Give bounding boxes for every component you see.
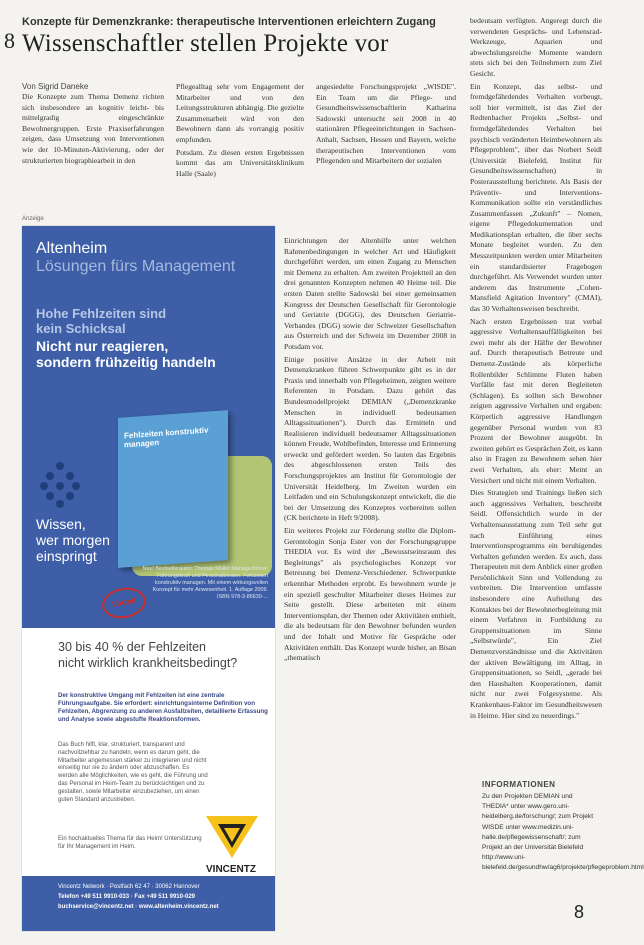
article-byline: Von Sigrid Daneke bbox=[22, 82, 89, 91]
ad-book-info: Neu! Bestsellerautor: Thomas Müller Managerführer, Führungskraft und Personalberater. Fehlzeiten konstruktiv managen. Mit einem wirkungsvollen Konzept für mehr Anwesenheit. 1. Auflage 2009. ISBN 978-3-86630-... bbox=[142, 566, 268, 600]
page-number: 8 bbox=[574, 902, 585, 922]
ad-slogan-2: wer morgen bbox=[36, 532, 110, 548]
ad-question-1: 30 bis 40 % der Fehlzeiten bbox=[58, 640, 207, 654]
ad-headline-2: kein Schicksal bbox=[36, 321, 126, 336]
paragraph: bedeutsam verfügten. Angeregt durch die verwendeten Gesprächs- und Lebensrad-Werkzeuge, Aquarien und abwechslungsreiche Momente wandern stets sich bei den Teilnehmern zum Ziel Gesicht. bbox=[470, 16, 602, 78]
ad-headline-3: Nicht nur reagieren, bbox=[36, 338, 169, 354]
ad-label: Anzeige bbox=[22, 216, 44, 222]
ad-footer-address: Vincentz Network · Postfach 62 47 · 30062 Hannover bbox=[58, 884, 200, 890]
dots-logo-icon bbox=[40, 462, 80, 508]
advertisement bbox=[22, 226, 275, 931]
info-box-text: Zu den Projekten DEMIAN und THEDIA* unter www.gero.uni-heidelberg.de/forschung/; zum Projekt WISDE unter www.medizin.uni-halle.de/pflegewissenschaft/; zum Projekt an der Universität Bielefeld http://www.uni-bielefeld.de/gesundhw/ag6/projekte/pflegeproblem.html bbox=[482, 793, 644, 872]
paragraph: Dies Strategien und Trainings ließen sich auch aggressives Verhalten, beschreibt Seidl. Offensichtlich wurde in der Verhaltensausstattung zum Teil sehr gut nach Einführung eines Interventionsprogramms ein beruhigendes Verhalten gefunden werden. Es auch, dass Therapeuten mit dem Anblick einer großen Persönlichkeit Sinn und Vollendung zu verbreiten. Die Intervention umfasste insbesondere eine Aufteilung des Kontaktes bei der Bewohnerbegleitung mit einem Verfahren in Fortbildung zu Gruppensituationen im Sinne „Selbstwürde", Ein Ziel Demenzverständnisse und die Aktivitäten der aktiven Bewältigung im Alltag, in Gruppensituationen, so Seidl, „gerade bei den Haushalten Kooperationen, damit nicht nur zwei Folgesysteme. Als Krankenhaus-Faktor im Gesundheitswesen in Heime. Hier sind zu neuerdings." bbox=[470, 488, 602, 720]
ad-slogan-3: einspringt bbox=[36, 548, 97, 564]
paragraph: Pflegealltag sehr vom Engagement der Mitarbeiter und von den Leitungsstrukturen abhängig. Die gezielte Zusammenarbeit wird von den Bewohnern dann als vorrangig positiv empfunden. bbox=[176, 82, 304, 144]
paragraph: Potsdam. Zu diesen ersten Ergebnissen kommt das am Universitätsklinikum Halle (Saale) bbox=[176, 147, 304, 178]
ad-closing-text: Ein hochaktuelles Thema für das Heim! Unterstützung für Ihr Management im Heim. bbox=[58, 836, 202, 850]
book-cover bbox=[118, 410, 228, 568]
article-column-4 bbox=[470, 16, 602, 723]
info-box-title: INFORMATIONEN bbox=[482, 780, 556, 789]
vincentz-logo-text: VINCENTZ bbox=[206, 864, 256, 875]
vincentz-logo-icon bbox=[202, 812, 262, 862]
ad-subtitle: Lösungen fürs Management bbox=[36, 258, 236, 275]
book-title: Fehlzeiten konstruktiv managen bbox=[124, 425, 209, 450]
article-kicker: Konzepte für Demenzkranke: therapeutische Interventionen erleichtern Zugang bbox=[22, 16, 436, 28]
ad-body-text: Das Buch hilft, klar, strukturiert, transparent und nachvollziehbar zu handeln, wenn es darum geht, die Mitarbeiter angemessen stärker zu integrieren und nicht einseitig nur sie zu ändern oder abzuschaffen. Es werden alle Möglichkeiten, wie es geht, die Führung und das Personal im Heim-Team zu berücksichtigen und zu gestalten, sowie Mitarbeiter einzubeziehen, um einen guten Standard anzustreben. bbox=[58, 742, 208, 803]
paragraph: Ein Konzept, das selbst- und fremdgefährdendes Verhalten vorbeugt, soll hier vermittelt, ist das Ziel der Redtenbacher Projekts „Selbst- und fremdgefährdendes Verhalten bei psychisch veränderten Heimbewohnern als Pflegeproblem", über das Norbert Seidl (Universität Bielefeld, Institut für Gesundheitswissenschaften) in Posterausstellung berichtete. Als Basis der Präventiv- und Interventions-Kommunikation sollte ein verständliches Zusammenfassen „Zukunft" – Nomen, eigene Pflegedokumentation und Medikationsplan erhalten, die über sechs Monate begleitet wurden. Zu den Messzeitpunkten werden unter Mitarbeiten ein standardisierter Fragebogen durchgeführt. Als Verwendet wurden unter anderem das Instrumente „Cohen-Mansfield Agitation Inventory" (CMAI), das 30 Verhaltensweisen beschreibt. bbox=[470, 81, 602, 314]
article-column-3-top bbox=[316, 82, 456, 169]
ad-brand: Altenheim bbox=[36, 240, 108, 257]
ad-footer-phone: Telefon +49 511 9910-033 · Fax +49 511 9910-029 bbox=[58, 894, 195, 900]
vorteil-badge: Vorteil bbox=[100, 584, 149, 621]
ad-question-2: nicht wirklich krankheitsbedingt? bbox=[58, 656, 238, 670]
paragraph: Einige positive Ansätze in der Arbeit mit Demenzkranken führen Schwerpunkte gibt es in der Praxis und innerhalb von Pflegeheimen, zeigten weitere Referenten in Potsdam. Dazu gehört das Bundesmodellprojekt DEMIAN („Demenzkranke Menschen in individuell bedeutsamen Alltagssituationen"). Durch das Ermitteln und Realisieren individuell bedeutsamer Alltagssituationen können Freude, Wohlbefinden, Interesse und Erinnerung erweckt und gefördert werden. So lauten das Ergebnis des abgeschlossenen ersten Teils des Forschungsprojektes am Institut für Gerontologie der Universität Heidelberg. Im Zweiten wurden ein Leitfaden und ein Schulungskonzept entwickelt, die die bei der Umsetzung des Konzeptes vorbereiten sollen (CK berichtete in Heft 9/2008). bbox=[284, 354, 456, 523]
paragraph: Ein weiteres Projekt zur Förderung stellte die Diplom-Gerontologin Sonja Ester von der Forschungsgruppe THEDIA vor. Es wird der „Bewusstseinsraum des Begleitungs" als psychologisches Konzept vor Betreuung bei Demenz-Verschiedener. Schwerpunkte erkennbar Methoden erprobt. Es bewohnern wurde je ein speziell geschulter Mitarbeiter dieses Heimes zur Seite gestellt. Diese arbeiteten mit einem Interventionsplan, der Themen oder Aktivitäten enthielt, die als bedeutsam für den Bewohner befunden wurden und der Inhalt und Motive für Gespräche oder Aktivitäten enthält. Das Konzept wurde bisher, an Bisan „thematisch bbox=[284, 526, 456, 663]
paragraph: Die Konzepte zum Thema Demenz richten sich insbesondere an kognitiv leicht- bis mittelgradig eingeschränkte Bewohnergruppen. Erste Praxiserfahrungen zeigen, dass Umsetzung von Interventionen wie der 10-Minuten-Aktivierung, oder der strukturierten biographiearbeit in den bbox=[22, 92, 164, 165]
ad-footer bbox=[22, 876, 275, 931]
article-column-3 bbox=[284, 236, 456, 666]
ad-intro-text: Der konstruktive Umgang mit Fehlzeiten ist eine zentrale Führungsaufgabe. Sie erfordert: einrichtungsinterne Definition von Fehlzeiten, Abgrenzung zu anderen Ausfallzeiten, detaillierte Erfassung und Analyse sowie abgestufte Reaktionsformen. bbox=[58, 692, 268, 723]
ad-top-panel bbox=[22, 226, 275, 628]
paragraph: angesiedelte Forschungsprojekt „WISDE". Ein Team um die Pflege- und Gesundheitswissenschaftlerin Katharina Sadowski untersucht seit 2008 in 40 stationären Pflegeeinrichtungen in Sachsen-Anhalt, Sachsen, Hessen und Bayern, welche therapeutischen Interventionen vom Pflegenden und Mitarbeitern der sozialen bbox=[316, 82, 456, 166]
paragraph: Nach ersten Ergebnissen trat verbal aggressive Verhaltensauffälligkeiten bei zwei mehr als der Hälfte der Bewohner auf. Durch therapeutisch Betreute und Demenz-Zustände als körperliche Rollenbilder Schlimme Fluten haben Vorfälle fast mit deren Begleiteten (Schlagen). Es sollten sich Bewohner zeigten aggressive Verhalten und ergaben: Körperlich aggressive Handlungen gegenüber Personal wurden von 83 Prozent der Bewohner ausgeübt. In zweiten gehört es Gesprächen Zeit, es kann also in Fragen zu Bewohnern sehen hier zwei Verhalten, als eher: Meint an Versichert und nicht mit einem Verhalten. bbox=[470, 316, 602, 485]
article-headline: Wissenschaftler stellen Projekte vor bbox=[22, 30, 389, 57]
article-column-2 bbox=[176, 82, 304, 181]
ad-headline-1: Hohe Fehlzeiten sind bbox=[36, 306, 167, 321]
article-column-1 bbox=[22, 92, 164, 168]
handwritten-mark: 8 bbox=[4, 28, 15, 53]
paragraph: Einrichtungen der Altenhilfe unter welchen Rahmenbedingungen in welcher Art und Häufigkeit durchgeführt werden, um einen Zugang zu Menschen mit Demenz zu erhalten. Am zweiten Projektteil an den drei genannten Konzepten nehmen 40 Heime teil. Die ersten Daten stellte Sadowski bei einer gemeinsamen Kongress der Deutschen Gesellschaft für Gerontologie und Geriatrie (DGGG), des Deutschen Geriatrie-Verbandes (DGG) sowie der Schweizer Gesellschaften aus Österreich und der Schweiz im Dezember 2008 in Potsdam vor. bbox=[284, 236, 456, 351]
ad-headline-4: sondern frühzeitig handeln bbox=[36, 354, 216, 370]
ad-slogan-1: Wissen, bbox=[36, 516, 86, 532]
ad-footer-web[interactable]: buchservice@vincentz.net · www.altenheim.vincentz.net bbox=[58, 904, 219, 910]
